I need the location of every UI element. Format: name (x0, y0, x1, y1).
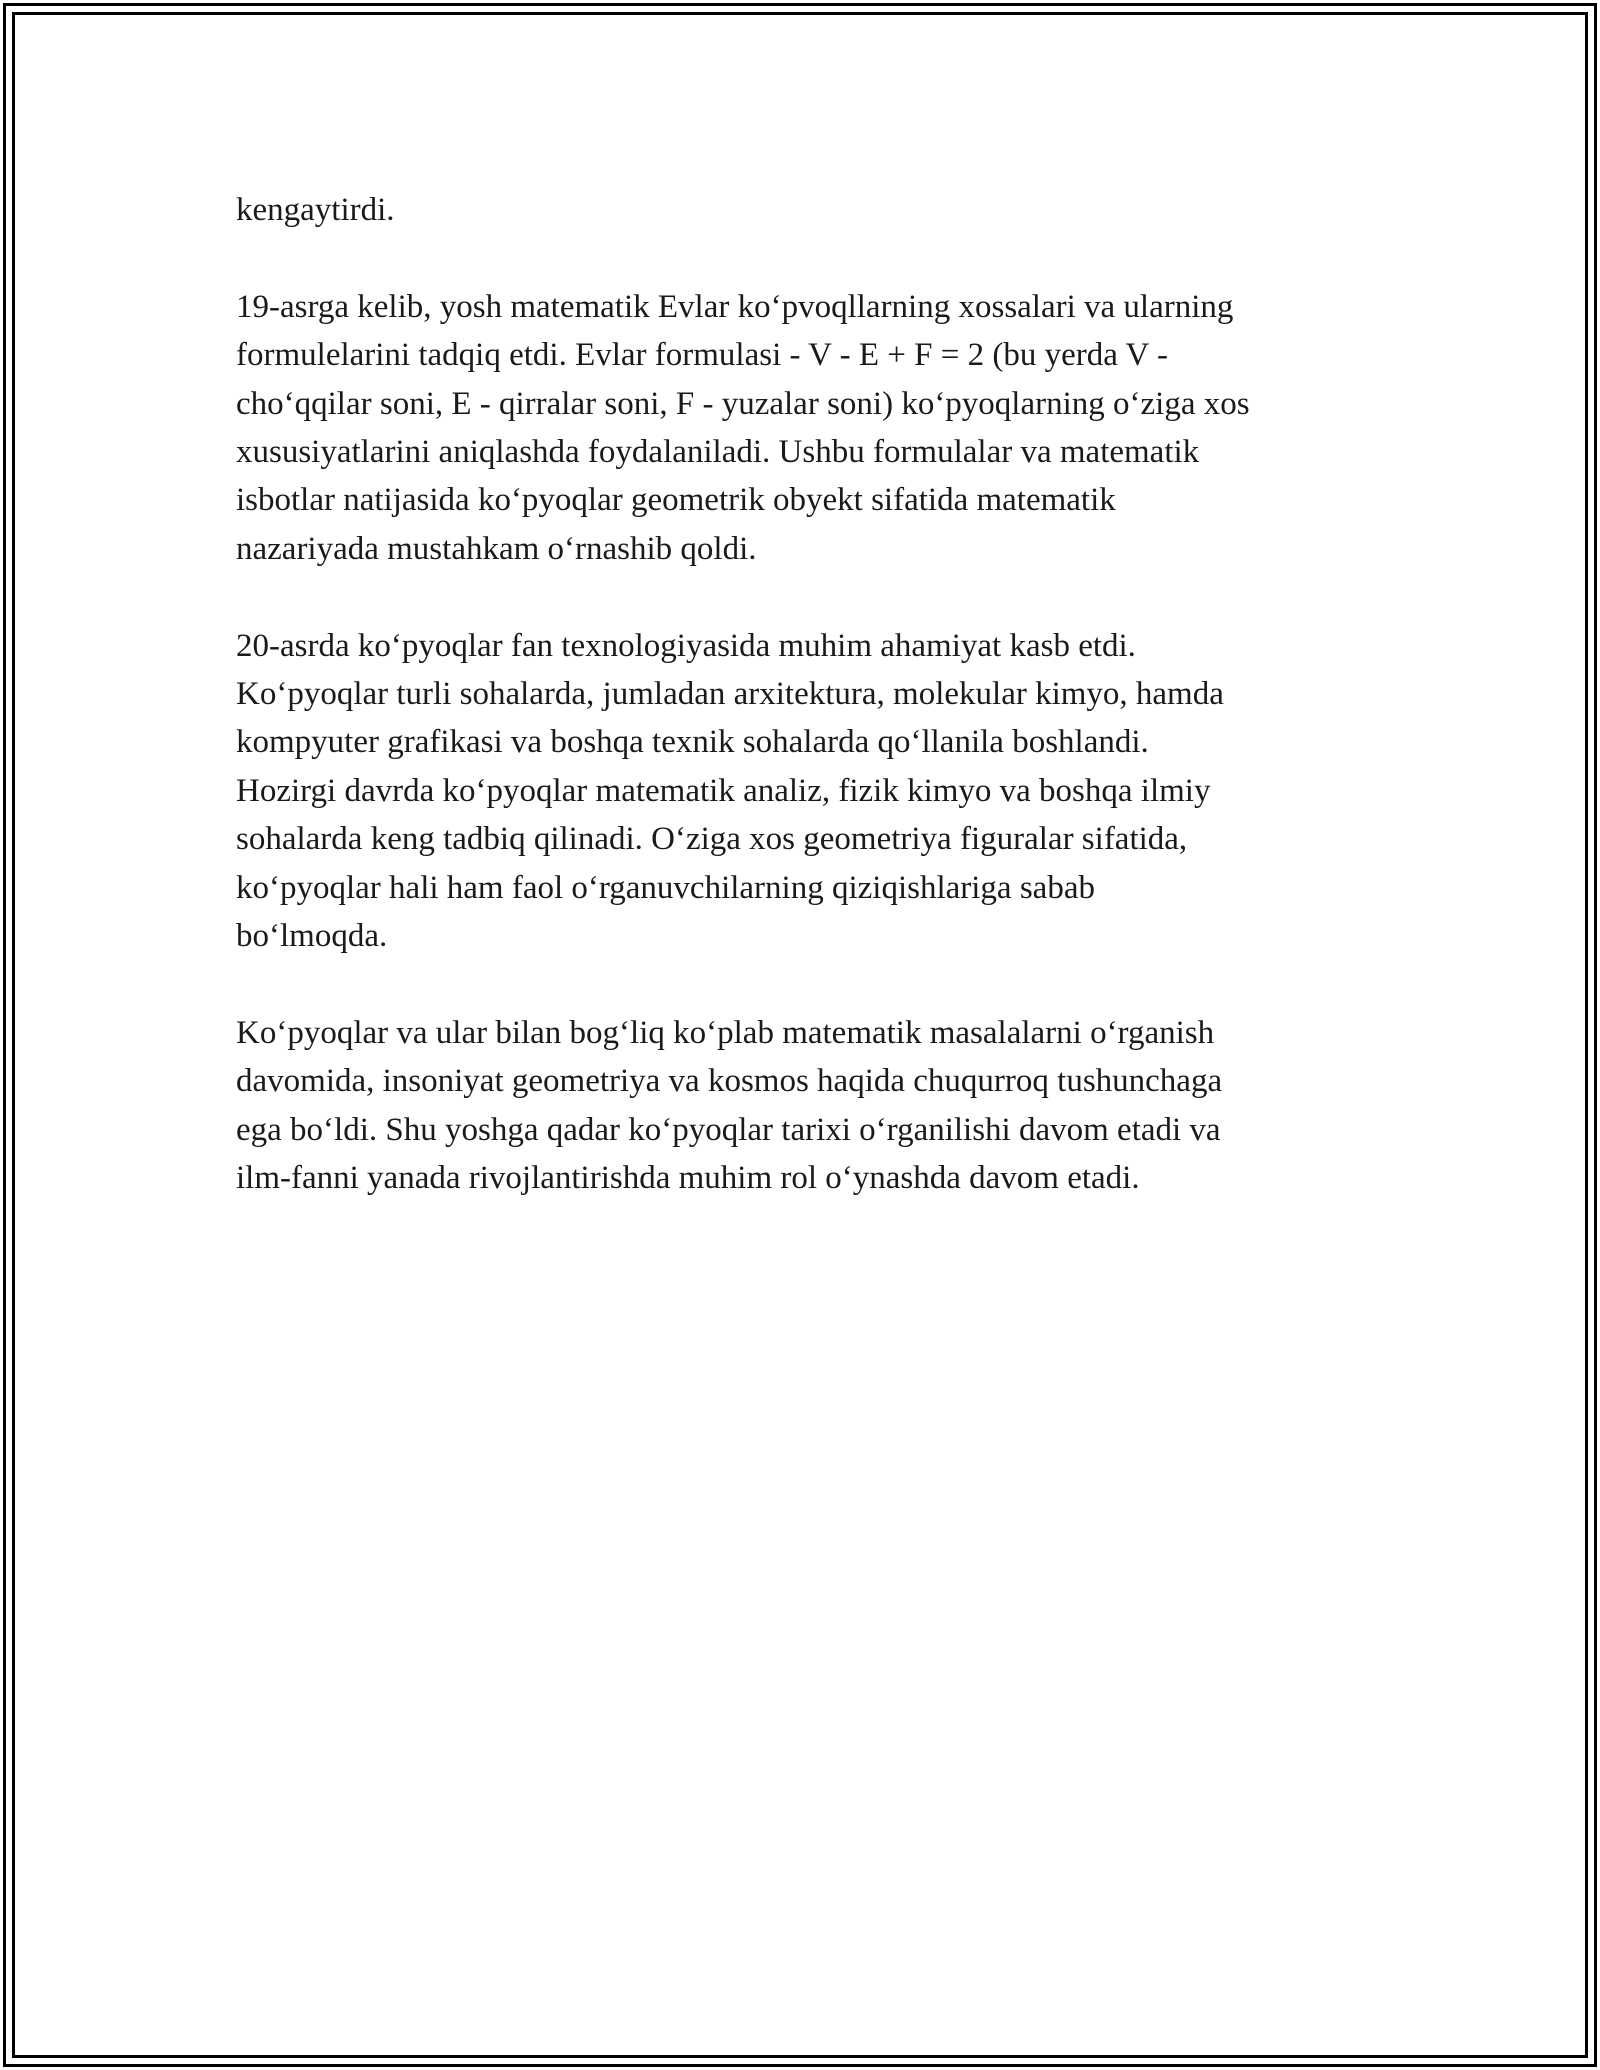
text-line: Hozirgi davrda ko‘pyoqlar matematik analiz, fizik kimyo va boshqa ilmiy (236, 772, 1211, 809)
text-line: ega bo‘ldi. Shu yoshga qadar ko‘pyoqlar tarixi o‘rganilishi davom etadi va (236, 1111, 1221, 1148)
text-line: nazariyada mustahkam o‘rnashib qoldi. (236, 530, 757, 567)
paragraph-4 (236, 1009, 1366, 1203)
text-line: Ko‘pyoqlar turli sohalarda, jumladan arxitektura, molekular kimyo, hamda (236, 676, 1224, 713)
document-body (236, 186, 1366, 1251)
paragraph-1 (236, 186, 1366, 234)
text-line: davomida, insoniyat geometriya va kosmos haqida chuqurroq tushunchaga (236, 1063, 1223, 1100)
text-line: ilm-fanni yanada rivojlantirishda muhim rol o‘ynashda davom etadi. (236, 1160, 1140, 1197)
text-line: cho‘qqilar soni, E - qirralar soni, F - yuzalar soni) ko‘pyoqlarning o‘ziga xos (236, 385, 1250, 422)
text-line: xususiyatlarini aniqlashda foydalaniladi. Ushbu formulalar va matematik (236, 434, 1200, 471)
text-line: 19-asrga kelib, yosh matematik Evlar ko‘pvoqllarning xossalari va ularning (236, 288, 1234, 325)
text-line: ko‘pyoqlar hali ham faol o‘rganuvchilarning qiziqishlariga sabab (236, 869, 1095, 906)
paragraph-3 (236, 622, 1366, 961)
text-line: sohalarda keng tadbiq qilinadi. O‘ziga xos geometriya figuralar sifatida, (236, 821, 1188, 858)
text-line: kengaytirdi. (236, 192, 395, 228)
text-line: isbotlar natijasida ko‘pyoqlar geometrik obyekt sifatida matematik (236, 482, 1116, 519)
text-line: Ko‘pyoqlar va ular bilan bog‘liq ko‘plab matematik masalalarni o‘rganish (236, 1014, 1215, 1051)
text-line: kompyuter grafikasi va boshqa texnik sohalarda qo‘llanila boshlandi. (236, 724, 1149, 761)
text-line: bo‘lmoqda. (236, 918, 388, 955)
text-line: 20-asrda ko‘pyoqlar fan texnologiyasida muhim ahamiyat kasb etdi. (236, 627, 1136, 664)
text-line: formulelarini tadqiq etdi. Evlar formulasi - V - E + F = 2 (bu yerda V - (236, 337, 1169, 374)
paragraph-2 (236, 283, 1366, 573)
